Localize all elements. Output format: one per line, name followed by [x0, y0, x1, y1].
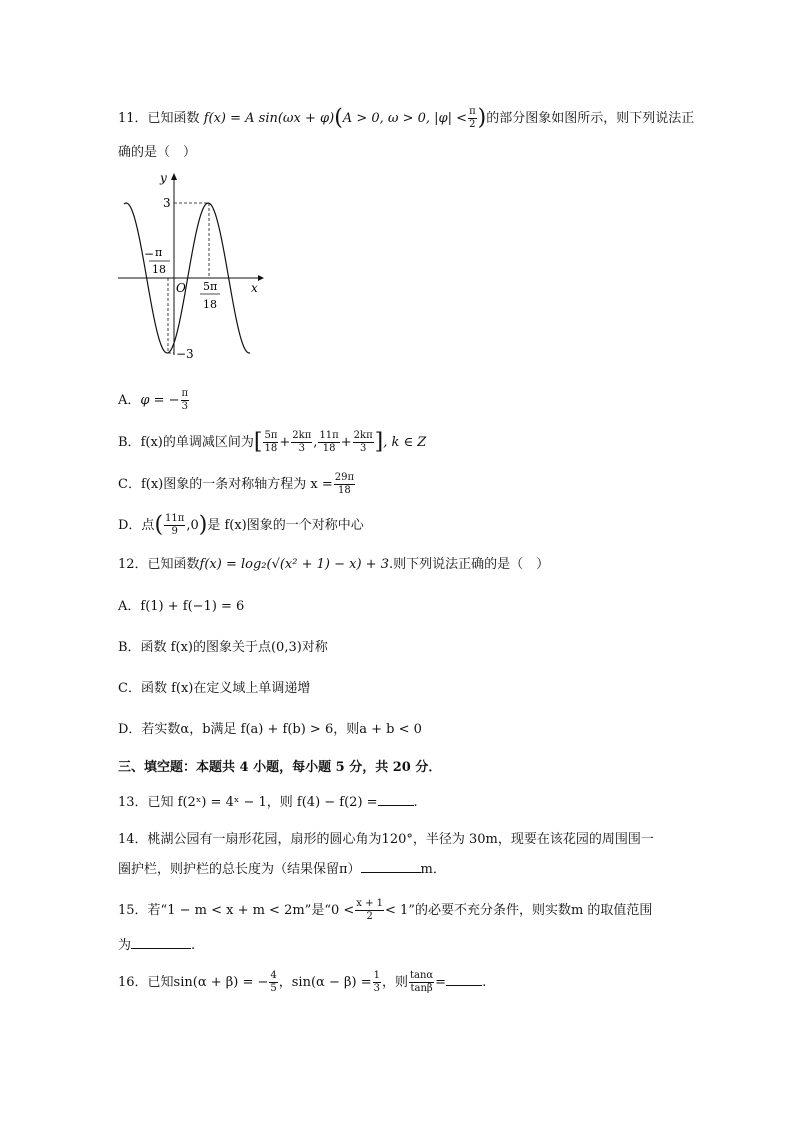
q12-option-b[interactable]: B．函数 f(x)的图象关于点(0,3)对称 [118, 640, 328, 655]
max-label: 3 [163, 196, 171, 210]
q11-option-b[interactable]: B．f(x)的单调减区间为[ $\frac{5\pi}{18}$ + $\frac{2k\pi}{3}$ , $\frac{11\pi}{18}$ + $\frac{2k\pi}{3}$ ], k ∈ Z [118, 429, 427, 455]
right-tick-num: 5π [203, 280, 218, 293]
q11-option-d[interactable]: D．点( $\frac{11\pi}{9}$ ,0)是 f(x)图象的一个对称中心 [118, 512, 364, 538]
q14-line2: 圈护栏，则护栏的总长度为（结果保留π） m． [118, 862, 446, 877]
y-axis-arrow-icon [171, 173, 177, 180]
q12-option-a[interactable]: A．f(1) + f(−1) = 6 [118, 599, 245, 614]
q11-graph [118, 170, 268, 360]
q15-line1: 15．若“1 − m < x + m < 2m”是“0 < $\frac{x + 1}{2}$ < 1”的必要不充分条件，则实数m 的取值范围 [118, 898, 653, 922]
q15-answer-blank[interactable] [131, 936, 191, 949]
q11-stem-line2: 确的是（ ） [118, 145, 197, 160]
left-tick-num: π [155, 246, 163, 259]
right-tick-den: 18 [203, 298, 217, 311]
q16: 16．已知sin(α + β) = − $\frac{4}{5}$ ，sin(α − β) = $\frac{1}{3}$ ，则 $\frac{\tan\alpha}{\tan\beta}$ = . [118, 970, 487, 994]
left-tick-den: 18 [152, 263, 166, 276]
left-tick-sign: − [144, 247, 155, 261]
origin-label: O [176, 281, 186, 295]
q12-option-c[interactable]: C．函数 f(x)在定义域上单调递增 [118, 681, 311, 696]
x-label: x [251, 281, 258, 295]
q11-option-c[interactable]: C．f(x)图象的一条对称轴方程为 x = $\frac{29\pi}{18}$ [118, 472, 355, 496]
q16-answer-blank[interactable] [446, 973, 482, 986]
min-label: −3 [176, 347, 194, 360]
q11-stem: 11．已知函数 f(x) = A sin(ωx + φ)(A > 0, ω > 0, |φ| < $\frac{\pi}{2}$ )的部分图象如图所示，则下列说法正 [118, 105, 695, 131]
q12-option-d[interactable]: D．若实数α，b满足 f(a) + f(b) > 6，则a + b < 0 [118, 722, 422, 737]
q14-answer-blank[interactable] [361, 860, 421, 873]
y-label: y [160, 171, 167, 185]
q14-line1: 14．桃湖公园有一扇形花园，扇形的圆心角为120°，半径为 30m，现要在该花园的周围围一 [118, 832, 654, 847]
q13-answer-blank[interactable] [378, 793, 414, 806]
q11-option-a[interactable]: A．φ = − $\frac{\pi}{3}$ [118, 388, 189, 412]
q13: 13．已知 f(2ˣ) = 4ˣ − 1，则 f(4) − f(2) = . [118, 795, 418, 810]
x-axis-arrow-icon [258, 275, 264, 281]
q15-line2: 为 . [118, 938, 196, 953]
section-3-heading: 三、填空题：本题共 4 小题，每小题 5 分，共 20 分． [118, 760, 442, 775]
q12-stem: 12．已知函数f(x) = log₂(√(x² + 1) − x) + 3.则下列说法正确的是（ ） [118, 557, 550, 572]
